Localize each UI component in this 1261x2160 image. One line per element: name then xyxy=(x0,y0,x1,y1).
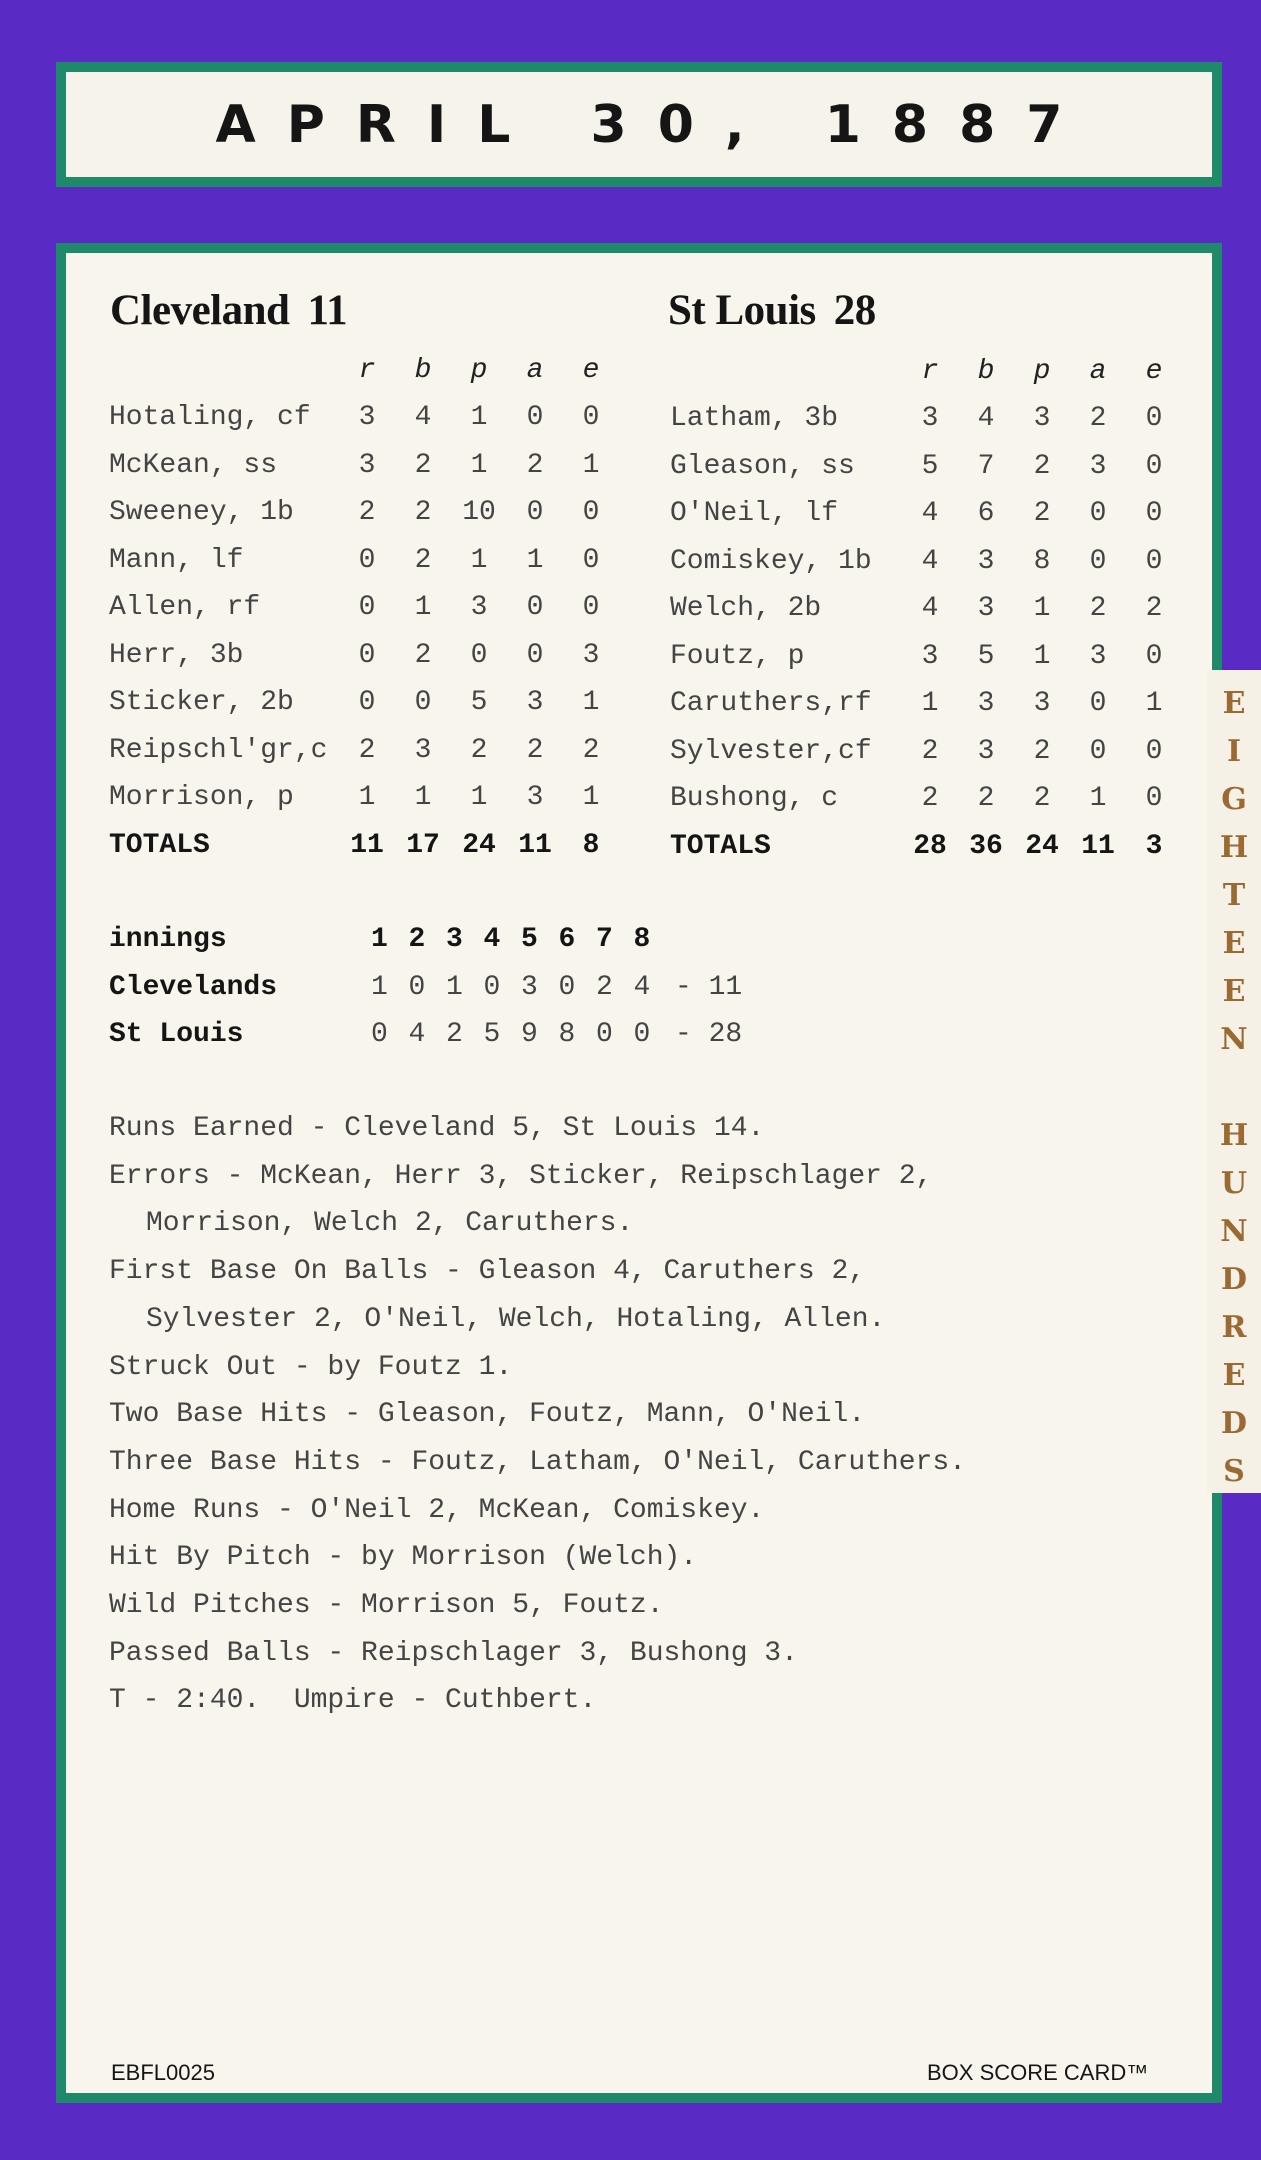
inning-number: 6 xyxy=(558,924,576,956)
stat-e: 0 xyxy=(582,497,600,529)
table-row xyxy=(109,679,619,727)
note-line: Struck Out - by Foutz 1. xyxy=(109,1351,513,1383)
inning-number: 1 xyxy=(371,924,388,956)
player-name: Herr, 3b xyxy=(109,639,244,671)
table-row xyxy=(670,728,1182,776)
total-e: 8 xyxy=(582,829,600,861)
side-banner-letter: S xyxy=(1223,1454,1245,1489)
stat-p: 3 xyxy=(1033,688,1051,720)
team-name: Cleveland xyxy=(110,287,290,334)
box-score-table-st-louis xyxy=(670,348,1182,870)
table-row xyxy=(670,538,1182,586)
player-name: Foutz, p xyxy=(670,640,805,672)
stat-e: 0 xyxy=(1145,450,1163,482)
stat-e: 0 xyxy=(582,544,600,576)
side-banner-letter: T xyxy=(1222,878,1246,913)
inning-runs: 9 xyxy=(521,1019,538,1051)
innings-header-row xyxy=(109,916,742,964)
note-line: Passed Balls - Reipschlager 3, Bushong 3. xyxy=(109,1637,798,1669)
inning-runs: 2 xyxy=(596,971,613,1003)
side-banner-letter: U xyxy=(1220,1166,1248,1201)
stat-a: 0 xyxy=(526,592,544,624)
inning-number: 4 xyxy=(483,924,501,956)
line-score-row xyxy=(109,1011,742,1059)
player-name: Morrison, p xyxy=(109,782,294,814)
inning-runs: 4 xyxy=(408,1019,426,1051)
side-banner-letter: R xyxy=(1221,1310,1247,1345)
inning-runs: 3 xyxy=(521,971,538,1003)
inning-runs: 0 xyxy=(408,971,426,1003)
inning-number: 2 xyxy=(408,924,426,956)
stat-p: 3 xyxy=(1033,403,1051,435)
column-header-player xyxy=(109,347,339,394)
stat-r: 2 xyxy=(358,734,376,766)
stat-p: 8 xyxy=(1033,545,1051,577)
table-row xyxy=(670,775,1182,823)
note-line: Three Base Hits - Foutz, Latham, O'Neil, Caruthers. xyxy=(109,1446,966,1478)
stat-r: 1 xyxy=(358,782,376,814)
table-row xyxy=(670,395,1182,443)
stat-e: 1 xyxy=(582,782,600,814)
line-score-row xyxy=(109,964,742,1012)
table-row xyxy=(109,632,619,680)
stat-b: 4 xyxy=(414,402,432,434)
note-line: Runs Earned - Cleveland 5, St Louis 14. xyxy=(109,1113,765,1144)
game-notes xyxy=(109,1105,1189,1725)
column-header-r: r xyxy=(358,355,376,386)
stat-p: 1 xyxy=(470,782,488,814)
stat-p: 2 xyxy=(1033,450,1051,482)
stat-b: 3 xyxy=(977,545,995,577)
total-r: 28 xyxy=(913,830,947,862)
side-banner-letter: I xyxy=(1226,734,1242,769)
side-banner-letter: D xyxy=(1220,1406,1247,1441)
line-score-total: - 28 xyxy=(675,1019,743,1051)
stat-e: 3 xyxy=(582,639,600,671)
note-line: Errors - McKean, Herr 3, Sticker, Reipschlager 2, xyxy=(109,1160,933,1192)
stat-e: 0 xyxy=(1145,498,1163,530)
inning-number: 5 xyxy=(521,924,538,956)
stat-b: 3 xyxy=(977,688,995,720)
inning-runs: 8 xyxy=(558,1019,576,1051)
column-header-b: b xyxy=(977,356,995,387)
stat-r: 3 xyxy=(358,402,376,434)
table-row xyxy=(109,394,619,442)
total-a: 11 xyxy=(1081,830,1115,862)
player-name: Latham, 3b xyxy=(670,403,839,435)
stat-r: 3 xyxy=(921,640,939,672)
total-e: 3 xyxy=(1145,830,1163,862)
inning-runs: 2 xyxy=(446,1019,463,1051)
stat-b: 0 xyxy=(414,687,432,719)
stat-e: 2 xyxy=(1145,593,1163,625)
line-score-table xyxy=(109,916,742,1059)
player-name: Caruthers,rf xyxy=(670,688,872,720)
stat-b: 3 xyxy=(977,735,995,767)
stat-r: 5 xyxy=(921,450,939,482)
stat-r: 1 xyxy=(921,688,939,720)
note-line: Home Runs - O'Neil 2, McKean, Comiskey. xyxy=(109,1494,765,1526)
inning-runs: 0 xyxy=(371,1019,388,1051)
stat-e: 0 xyxy=(1145,640,1163,672)
stat-a: 0 xyxy=(526,639,544,671)
player-name: Sylvester,cf xyxy=(670,735,872,767)
stat-a: 0 xyxy=(1089,498,1107,530)
stat-p: 10 xyxy=(462,497,496,529)
player-name: Allen, rf xyxy=(109,592,261,624)
stat-a: 0 xyxy=(526,497,544,529)
side-banner-letter: E xyxy=(1222,686,1246,721)
side-banner-letter: E xyxy=(1222,926,1246,961)
stat-a: 3 xyxy=(526,782,544,814)
stat-b: 2 xyxy=(977,783,995,815)
stat-e: 0 xyxy=(582,402,600,434)
player-name: McKean, ss xyxy=(109,449,278,481)
stat-e: 2 xyxy=(582,734,600,766)
stat-e: 1 xyxy=(582,687,600,719)
column-header-r: r xyxy=(921,356,939,387)
title-banner xyxy=(56,62,1222,187)
table-row xyxy=(109,584,619,632)
line-score-total: - 11 xyxy=(675,971,743,1003)
side-banner-letter: H xyxy=(1219,830,1249,865)
note-line: Wild Pitches - Morrison 5, Foutz. xyxy=(109,1590,664,1622)
stat-e: 0 xyxy=(582,592,600,624)
note-line: Hit By Pitch - by Morrison (Welch). xyxy=(109,1542,698,1574)
side-banner-letter: G xyxy=(1221,782,1247,817)
side-banner-letter: E xyxy=(1222,1358,1246,1393)
stat-a: 2 xyxy=(526,449,544,481)
totals-row xyxy=(109,822,619,870)
player-name: Gleason, ss xyxy=(670,450,855,482)
player-name: Mann, lf xyxy=(109,544,244,576)
game-date-title: APRIL 30, 1887 xyxy=(215,94,1094,155)
stat-r: 2 xyxy=(921,735,939,767)
stat-b: 3 xyxy=(414,734,432,766)
table-row xyxy=(670,633,1182,681)
total-p: 24 xyxy=(462,829,496,861)
stat-e: 1 xyxy=(1145,688,1163,720)
note-line: Sylvester 2, O'Neil, Welch, Hotaling, Allen. xyxy=(146,1303,886,1335)
stat-r: 2 xyxy=(358,497,376,529)
stat-p: 2 xyxy=(1033,498,1051,530)
player-name: Comiskey, 1b xyxy=(670,545,872,577)
totals-label: TOTALS xyxy=(109,829,210,861)
stat-a: 0 xyxy=(1089,688,1107,720)
total-b: 36 xyxy=(969,830,1003,862)
team-header-away xyxy=(110,286,347,335)
card-code: EBFL0025 xyxy=(111,2060,215,2085)
stat-r: 4 xyxy=(921,593,939,625)
column-header-p: p xyxy=(1033,356,1051,387)
table-row xyxy=(670,443,1182,491)
table-header-row xyxy=(109,347,619,394)
table-row xyxy=(109,727,619,775)
column-header-a: a xyxy=(1089,356,1107,387)
side-banner-letter: H xyxy=(1219,1118,1249,1153)
inning-runs: 1 xyxy=(371,971,388,1003)
table-header-row xyxy=(670,348,1182,395)
inning-runs: 0 xyxy=(483,971,501,1003)
player-name: Hotaling, cf xyxy=(109,402,311,434)
side-banner-letter: N xyxy=(1220,1214,1248,1249)
player-name: Sticker, 2b xyxy=(109,687,294,719)
stat-r: 3 xyxy=(921,403,939,435)
stat-a: 1 xyxy=(1089,783,1107,815)
stat-p: 2 xyxy=(1033,735,1051,767)
total-b: 17 xyxy=(406,829,440,861)
stat-p: 0 xyxy=(470,639,488,671)
innings-label: innings xyxy=(109,924,227,956)
stat-b: 4 xyxy=(977,403,995,435)
stat-p: 5 xyxy=(470,687,488,719)
stat-e: 0 xyxy=(1145,545,1163,577)
table-row xyxy=(109,442,619,490)
stat-p: 1 xyxy=(1033,640,1051,672)
stat-b: 2 xyxy=(414,449,432,481)
note-line: T - 2:40. Umpire - Cuthbert. xyxy=(109,1685,597,1717)
stat-a: 2 xyxy=(526,734,544,766)
inning-number: 3 xyxy=(446,924,463,956)
table-row xyxy=(109,537,619,585)
stat-a: 2 xyxy=(1089,593,1107,625)
player-name: Reipschl'gr,c xyxy=(109,734,328,766)
inning-runs: 0 xyxy=(633,1019,651,1051)
stat-r: 2 xyxy=(921,783,939,815)
stat-a: 1 xyxy=(526,544,544,576)
stat-a: 0 xyxy=(1089,735,1107,767)
stat-a: 3 xyxy=(1089,450,1107,482)
stat-r: 0 xyxy=(358,687,376,719)
stat-b: 7 xyxy=(977,450,995,482)
stat-r: 0 xyxy=(358,544,376,576)
inning-runs: 5 xyxy=(483,1019,501,1051)
side-banner-letter: D xyxy=(1220,1262,1247,1297)
inning-runs: 0 xyxy=(596,1019,613,1051)
stat-b: 6 xyxy=(977,498,995,530)
column-header-e: e xyxy=(582,355,600,386)
totals-row xyxy=(670,823,1182,871)
stat-r: 0 xyxy=(358,592,376,624)
table-row xyxy=(670,490,1182,538)
stat-e: 0 xyxy=(1145,403,1163,435)
column-header-e: e xyxy=(1145,356,1163,387)
player-name: O'Neil, lf xyxy=(670,498,839,530)
stat-p: 2 xyxy=(470,734,488,766)
inning-runs: 0 xyxy=(558,971,576,1003)
player-name: Welch, 2b xyxy=(670,593,822,625)
side-banner-letter: E xyxy=(1222,974,1246,1009)
player-name: Sweeney, 1b xyxy=(109,497,294,529)
total-p: 24 xyxy=(1025,830,1059,862)
stat-e: 1 xyxy=(582,449,600,481)
stat-a: 2 xyxy=(1089,403,1107,435)
side-banner-letter: N xyxy=(1220,1022,1248,1057)
totals-label: TOTALS xyxy=(670,830,771,862)
card-brand: BOX SCORE CARD™ xyxy=(927,2060,1149,2085)
title-banner-inner xyxy=(66,72,1212,177)
stat-e: 0 xyxy=(1145,783,1163,815)
column-header-p: p xyxy=(470,355,488,386)
total-r: 11 xyxy=(350,829,384,861)
stat-p: 1 xyxy=(470,449,488,481)
note-line: Two Base Hits - Gleason, Foutz, Mann, O'Neil. xyxy=(109,1399,866,1431)
note-line: Morrison, Welch 2, Caruthers. xyxy=(146,1208,634,1240)
stat-p: 2 xyxy=(1033,783,1051,815)
line-score-team: Clevelands xyxy=(109,971,278,1003)
table-row xyxy=(109,774,619,822)
side-banner-text xyxy=(1207,670,1261,1493)
stat-b: 3 xyxy=(977,593,995,625)
stat-b: 2 xyxy=(414,639,432,671)
team-header-home xyxy=(668,286,876,335)
stat-a: 3 xyxy=(1089,640,1107,672)
stat-r: 0 xyxy=(358,639,376,671)
box-score-table-cleveland xyxy=(109,347,619,869)
stat-b: 1 xyxy=(414,782,432,814)
table-row xyxy=(109,489,619,537)
column-header-player xyxy=(670,348,902,395)
stat-b: 5 xyxy=(977,640,995,672)
stat-a: 0 xyxy=(1089,545,1107,577)
stat-a: 0 xyxy=(526,402,544,434)
table-row xyxy=(670,585,1182,633)
stat-r: 3 xyxy=(358,449,376,481)
team-score: 28 xyxy=(833,287,876,334)
inning-runs: 1 xyxy=(446,971,463,1003)
stat-b: 1 xyxy=(414,592,432,624)
stat-r: 4 xyxy=(921,545,939,577)
stat-a: 3 xyxy=(526,687,544,719)
note-line: First Base On Balls - Gleason 4, Caruthers 2, xyxy=(109,1256,866,1288)
inning-number: 8 xyxy=(633,924,651,956)
stat-p: 3 xyxy=(470,592,488,624)
stat-p: 1 xyxy=(470,402,488,434)
stat-b: 2 xyxy=(414,497,432,529)
stat-e: 0 xyxy=(1145,735,1163,767)
team-score: 11 xyxy=(307,287,348,334)
column-header-a: a xyxy=(526,355,544,386)
column-header-b: b xyxy=(414,355,432,386)
stat-p: 1 xyxy=(1033,593,1051,625)
total-a: 11 xyxy=(518,829,552,861)
line-score-team: St Louis xyxy=(109,1019,244,1051)
table-row xyxy=(670,680,1182,728)
player-name: Bushong, c xyxy=(670,783,839,815)
inning-number: 7 xyxy=(596,924,613,956)
inning-runs: 4 xyxy=(633,971,651,1003)
stat-p: 1 xyxy=(470,544,488,576)
stat-r: 4 xyxy=(921,498,939,530)
stat-b: 2 xyxy=(414,544,432,576)
team-name: St Louis xyxy=(668,287,816,334)
